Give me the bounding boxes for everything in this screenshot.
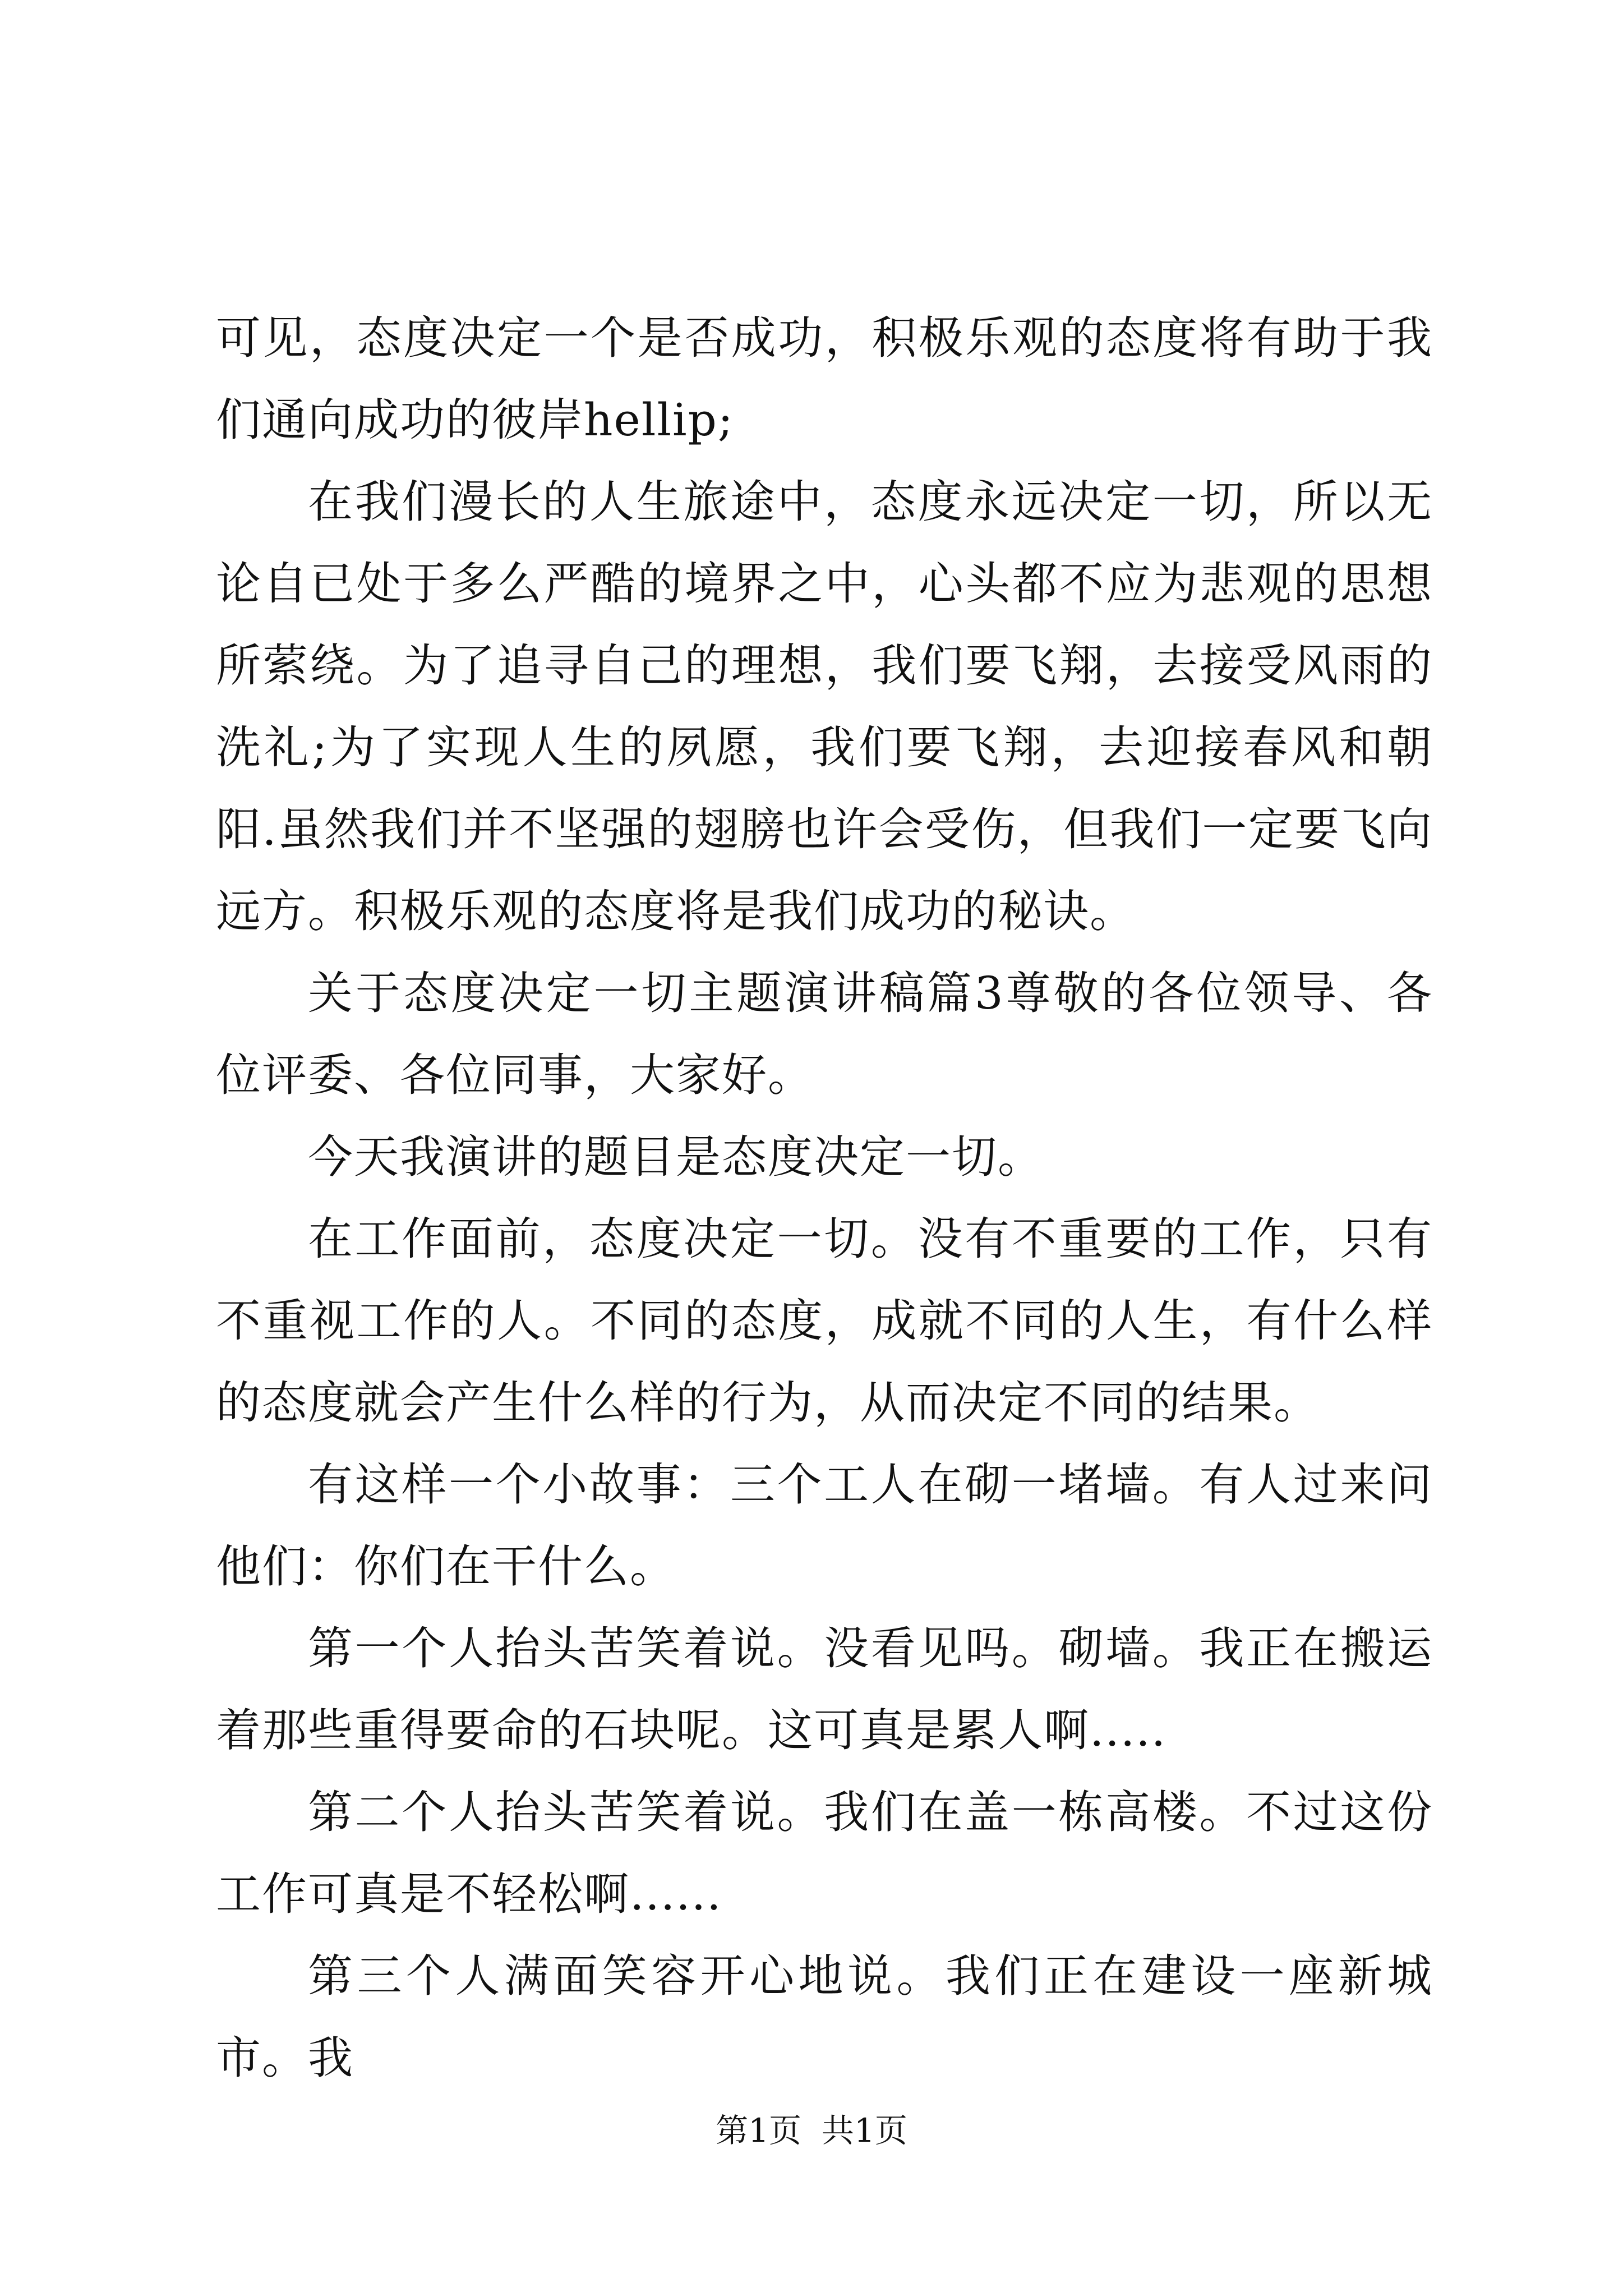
paragraph-1: 可见，态度决定一个是否成功，积极乐观的态度将有助于我们通向成功的彼岸hellip; xyxy=(216,312,1433,446)
paragraph-6: 有这样一个小故事：三个工人在砌一堵墙。有人过来问他们：你们在干什么。 xyxy=(216,1458,1433,1593)
paragraph-8: 第二个人抬头苦笑着说。我们在盖一栋高楼。不过这份工作可真是不轻松啊...... xyxy=(216,1786,1433,1920)
page-number-total: 共1页 xyxy=(822,2111,907,2150)
page-footer xyxy=(0,2108,1623,2153)
paragraph-5: 在工作面前，态度决定一切。没有不重要的工作，只有不重视工作的人。不同的态度，成就不同的人生，有什么样的态度就会产生什么样的行为，从而决定不同的结果。 xyxy=(216,1213,1433,1429)
paragraph-7: 第一个人抬头苦笑着说。没看见吗。砌墙。我正在搬运着那些重得要命的石块呢。这可真是累人啊..... xyxy=(216,1622,1433,1756)
paragraph-9: 第三个人满面笑容开心地说。我们正在建设一座新城市。我 xyxy=(216,1950,1433,2084)
page-number-current: 第1页 xyxy=(716,2111,801,2150)
paragraph-3: 关于态度决定一切主题演讲稿篇3尊敬的各位领导、各位评委、各位同事，大家好。 xyxy=(216,967,1433,1101)
document-body xyxy=(216,297,1433,2099)
paragraph-4: 今天我演讲的题目是态度决定一切。 xyxy=(308,1131,1044,1183)
paragraph-2: 在我们漫长的人生旅途中，态度永远决定一切，所以无论自已处于多么严酷的境界之中，心头都不应为悲观的思想所萦绕。为了追寻自己的理想，我们要飞翔，去接受风雨的洗礼;为了实现人生的夙愿，我们要飞翔，去迎接春风和朝阳.虽然我们并不坚强的翅膀也许会受伤，但我们一定要飞向远方。积极乐观的态度将是我们成功的秘诀。 xyxy=(216,476,1433,937)
